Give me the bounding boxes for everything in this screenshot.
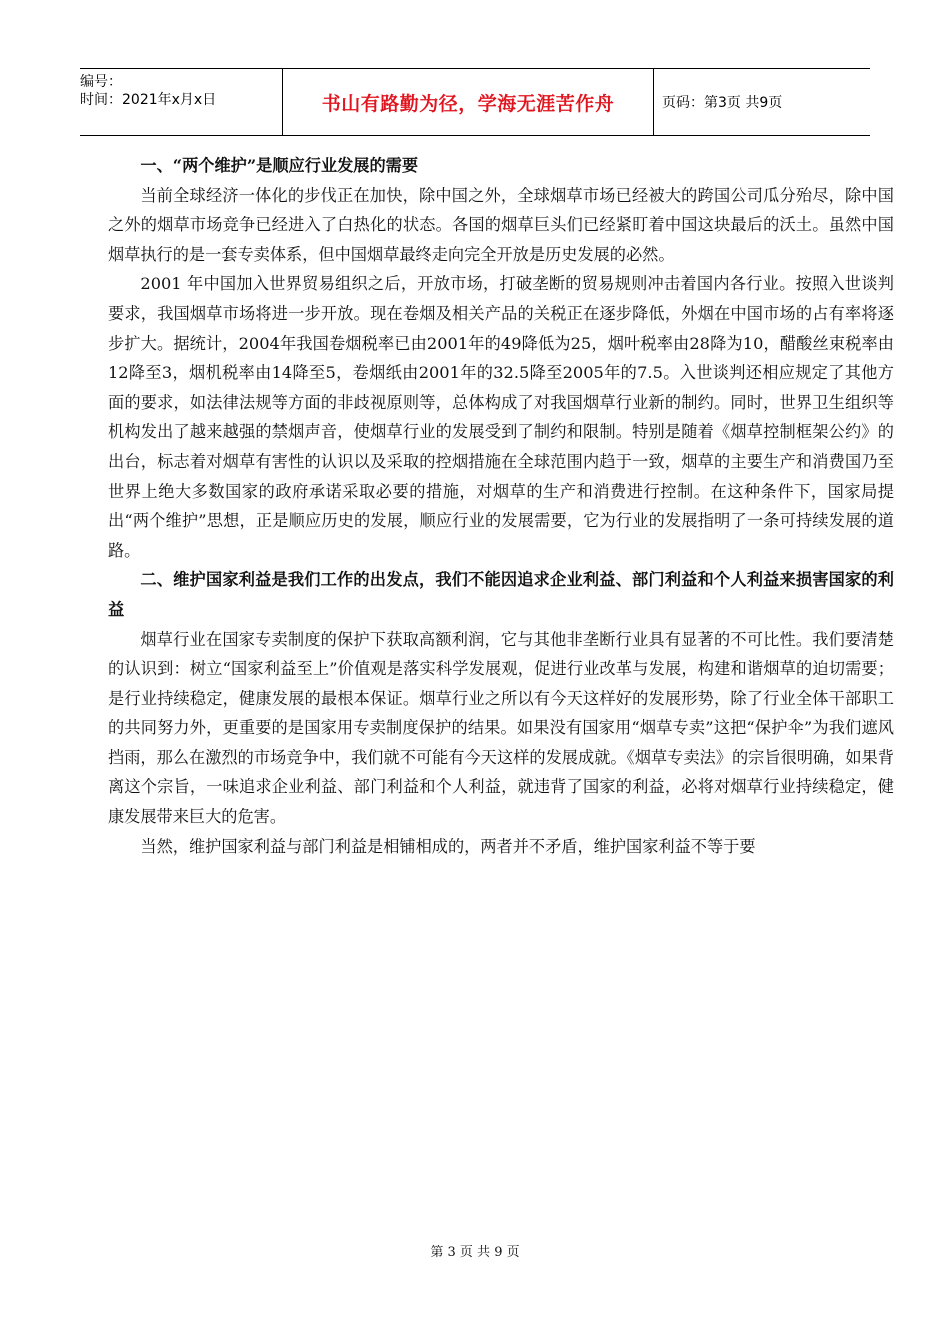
page-footer: 第 3 页 共 9 页 — [430, 1245, 520, 1260]
document-number-label: 编号： — [80, 74, 122, 90]
header-page-label: 页码：第3页 共9页 — [662, 95, 783, 111]
section-1-paragraph-2: 2001 年中国加入世界贸易组织之后，开放市场，打破垄断的贸易规则冲击着国内各行业。按照入世谈判要求，我国烟草市场将进一步开放。现在卷烟及相关产品的关税正在逐步降低，外烟在中国市场的占有率将逐步扩大。据统计，2004年我国卷烟税率已由2001年的49降低为25，烟叶税率由28降为10，醋酸丝束税率由12降至3，烟机税率由14降至5，卷烟纸由2001年的32.5降至2005年的7.5。入世谈判还相应规定了其他方面的要求，如法律法规等方面的非歧视原则等，总体构成了对我国烟草行业新的制约。同时，世界卫生组织等机构发出了越来越强的禁烟声音，使烟草行业的发展受到了制约和限制。特别是随着《烟草控制框架公约》的出台，标志着对烟草有害性的认识以及采取的控烟措施在全球范围内趋于一致，烟草的主要生产和消费国乃至世界上绝大多数国家的政府承诺采取必要的措施，对烟草的生产和消费进行控制。在这种条件下，国家局提出“两个维护”思想，正是顺应历史的发展，顺应行业的发展需要，它为行业的发展指明了一条可持续发展的道路。 — [108, 274, 894, 560]
page-header — [80, 68, 870, 136]
section-1-heading: 一、“两个维护”是顺应行业发展的需要 — [140, 156, 419, 175]
header-meta — [80, 69, 282, 135]
section-2-heading: 二、维护国家利益是我们工作的出发点，我们不能因追求企业利益、部门利益和个人利益来损害国家的利益 — [108, 570, 894, 619]
header-slogan-cell — [282, 69, 654, 135]
section-2-paragraph-1: 烟草行业在国家专卖制度的保护下获取高额利润，它与其他非垄断行业具有显著的不可比性。我们要清楚的认识到：树立“国家利益至上”价值观是落实科学发展观，促进行业改革与发展，构建和谐烟草的迫切需要；是行业持续稳定，健康发展的最根本保证。烟草行业之所以有今天这样好的发展形势，除了行业全体干部职工的共同努力外，更重要的是国家用专卖制度保护的结果。如果没有国家用“烟草专卖”这把“保护伞”为我们遮风挡雨，那么在激烈的市场竞争中，我们就不可能有今天这样的发展成就。《烟草专卖法》的宗旨很明确，如果背离这个宗旨，一味追求企业利益、部门利益和个人利益，就违背了国家的利益，必将对烟草行业持续稳定，健康发展带来巨大的危害。 — [108, 629, 894, 827]
document-date-label: 时间：2021年x月x日 — [80, 92, 217, 108]
header-slogan: 书山有路勤为径，学海无涯苦作舟 — [321, 92, 615, 115]
document-body — [108, 151, 894, 861]
section-1-paragraph-1: 当前全球经济一体化的步伐正在加快，除中国之外，全球烟草市场已经被大的跨国公司瓜分殆尽，除中国之外的烟草市场竞争已经进入了白热化的状态。各国的烟草巨头们已经紧盯着中国这块最后的沃土。虽然中国烟草执行的是一套专卖体系，但中国烟草最终走向完全开放是历史发展的必然。 — [108, 185, 894, 264]
header-page-cell — [654, 69, 870, 135]
section-2-paragraph-2: 当然，维护国家利益与部门利益是相铺相成的，两者并不矛盾，维护国家利益不等于要 — [140, 836, 756, 856]
